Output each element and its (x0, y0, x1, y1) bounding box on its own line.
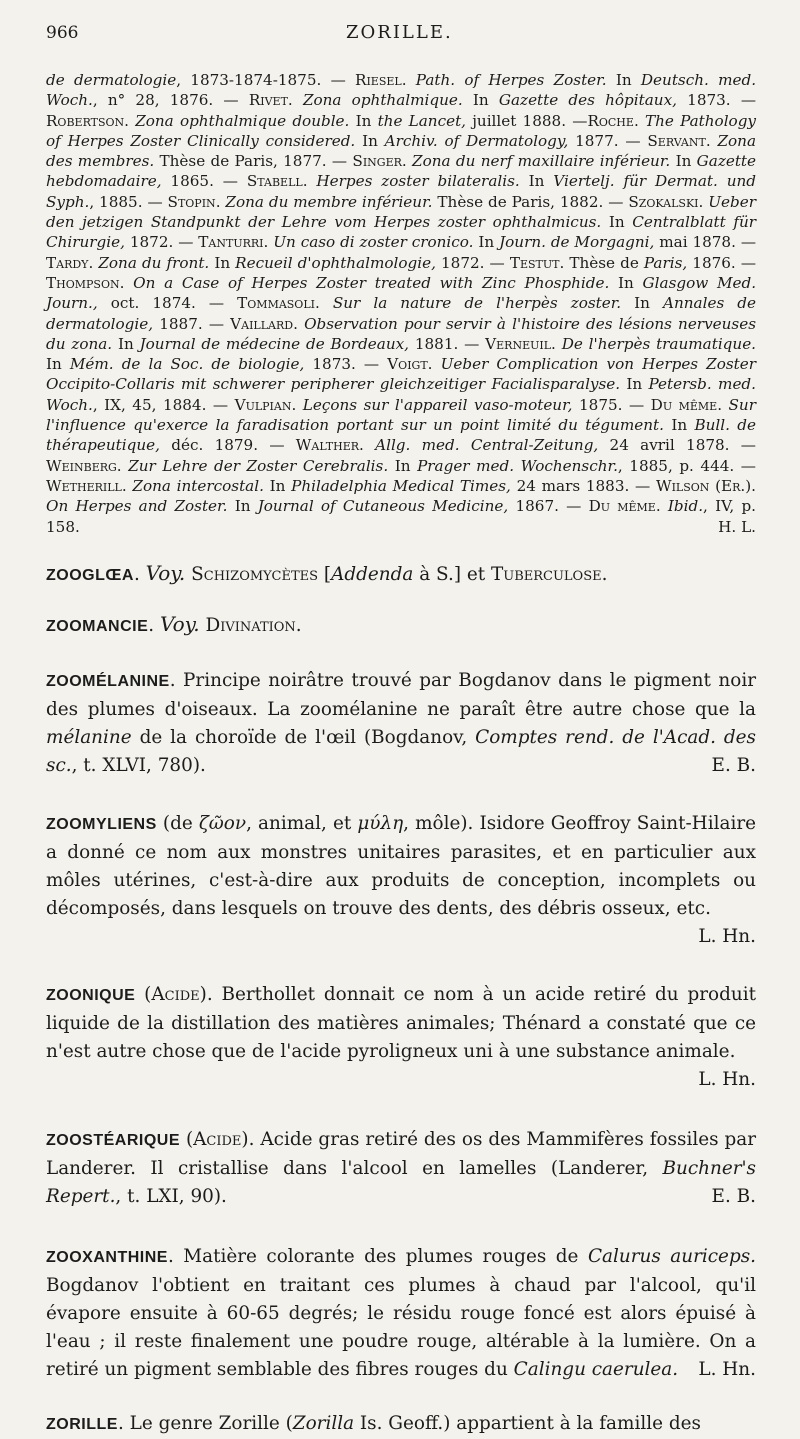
bibliography-signature: H. L. (718, 517, 756, 536)
headword: ZOOMYLIENS (46, 815, 157, 833)
headword: ZOOGLŒA (46, 566, 134, 584)
headword: ZOOXANTHINE (46, 1248, 168, 1266)
author-signature: L. Hn. (698, 1068, 756, 1090)
author-signature: E. B. (711, 1185, 756, 1207)
headword: ZOONIQUE (46, 986, 136, 1004)
headword: ZOOMANCIE (46, 617, 149, 635)
cross-reference: Tuberculose (490, 563, 602, 585)
entry-zoogloea: ZOOGLŒA. Voy. Schizomycètes [Addenda à S.] et Tuberculose. (46, 560, 608, 585)
headword: ZORILLE (46, 1415, 118, 1433)
entry-zoomyliens: ZOOMYLIENS (de ζῶον, animal, et μύλη, môle). Isidore Geoffroy Saint-Hilaire a donné ce nom aux monstres unitaires parasites, et en particulier aux môles utérines, c'est-à-dire aux produits de conception, incomplets ou décomposés, dans lesquels on trouve des dents, des débris osseux, etc. L. Hn. (46, 810, 756, 951)
entry-zoostearique: ZOOSTÉARIQUE (Acide). Acide gras retiré des os des Mammifères fossiles par Landerer. Il cristallise dans l'alcool en lamelles (Landerer, Buchner's Repert., t. LXI, 90). E. B. (46, 1126, 756, 1211)
entry-zoomancie: ZOOMANCIE. Voy. Divination. (46, 611, 302, 636)
entry-zoomelanine: ZOOMÉLANINE. Principe noirâtre trouvé par Bogdanov dans le pigment noir des plumes d'oiseaux. La zoomélanine ne paraît être autre chose que la mélanine de la choroïde de l'œil (Bogdanov, Comptes rend. de l'Acad. des sc., t. XLVI, 780). E. B. (46, 667, 756, 780)
headword: ZOOSTÉARIQUE (46, 1131, 181, 1149)
running-head: ZORILLE. (346, 22, 453, 43)
cross-reference: Divination (205, 614, 296, 636)
bibliography-block: de dermatologie, 1873-1874-1875. — Riesel. Path. of Herpes Zoster. In Deutsch. med. Woch., n° 28, 1876. — Rivet. Zona ophthalmique. In Gazette des hôpitaux, 1873. — Robertson. Zona ophthalmique double. In the Lancet, juillet 1888. —Roche. The Pathology of Herpes Zoster Clinically considered. In Archiv. of Dermatology, 1877. — Servant. Zona des membres. Thèse de Paris, 1877. — Singer. Zona du nerf maxillaire inférieur. In Gazette hebdomadaire, 1865. — Stabell. Herpes zoster bilateralis. In Viertelj. für Dermat. und Syph., 1885. — Stopin. Zona du membre inférieur. Thèse de Paris, 1882. — Szokalski. Ueber den jetzigen Standpunkt der Lehre vom Herpes zoster ophthalmicus. In Centralblatt für Chirurgie, 1872. — Tanturri. Un caso di zoster cronico. In Journ. de Morgagni, mai 1878. — Tardy. Zona du front. In Recueil d'ophthalmologie, 1872. — Testut. Thèse de Paris, 1876. — Thompson. On a Case of Herpes Zoster treated with Zinc Phosphide. In Glasgow Med. Journ., oct. 1874. — Tommasoli. Sur la nature de l'herpès zoster. In Annales de dermatologie, 1887. — Vaillard. Observation pour servir à l'histoire des lésions nerveuses du zona. In Journal de médecine de Bordeaux, 1881. — Verneuil. De l'herpès traumatique. In Mém. de la Soc. de biologie, 1873. — Voigt. Ueber Complication von Herpes Zoster Occipito-Collaris mit schwerer peripherer gleichzeitiger Facialisparalyse. In Petersb. med. Woch., IX, 45, 1884. — Vulpian. Leçons sur l'appareil vaso-moteur, 1875. — Du même. Sur l'influence qu'exerce la faradisation portant sur un point limité du tégument. In Bull. de thérapeutique, déc. 1879. — Walther. Allg. med. Central-Zeitung, 24 avril 1878. — Weinberg. Zur Lehre der Zoster Cerebralis. In Prager med. Wochenschr., 1885, p. 444. — Wetherill. Zona intercostal. In Philadelphia Medical Times, 24 mars 1883. — Wilson (Er.). On Herpes and Zoster. In Journal of Cutaneous Medicine, 1867. — Du même. Ibid., IV, p. 158. H. L. (46, 71, 757, 536)
author-signature: L. Hn. (698, 1358, 756, 1380)
entry-zooxanthine: ZOOXANTHINE. Matière colorante des plumes rouges de Calurus auriceps. Bogdanov l'obtient en traitant ces plumes à chaud par l'alcool, qu'il évapore ensuite à 60-65 degrés; le résidu rouge foncé est alors épuisé à l'eau ; il reste finalement une poudre rouge, altérable à la lumière. On a retiré un pigment semblable des fibres rouges du Calingu caerulea. L. Hn. (46, 1243, 756, 1384)
entry-zoonique: ZOONIQUE (Acide). Berthollet donnait ce nom à un acide retiré du produit liquide de la distillation des matières animales; Thénard a constaté que ce n'est autre chose que de l'acide pyroligneux uni à une substance animale. L. Hn. (46, 981, 756, 1094)
page-number: 966 (46, 23, 79, 43)
entry-zorille: ZORILLE. Le genre Zorille (Zorilla Is. Geoff.) appartient à la famille des (46, 1412, 701, 1434)
cross-reference: Schizomycètes (191, 563, 319, 585)
author-signature: E. B. (711, 754, 756, 776)
headword: ZOOMÉLANINE (46, 672, 170, 690)
author-signature: L. Hn. (698, 925, 756, 947)
page-header (46, 22, 756, 62)
